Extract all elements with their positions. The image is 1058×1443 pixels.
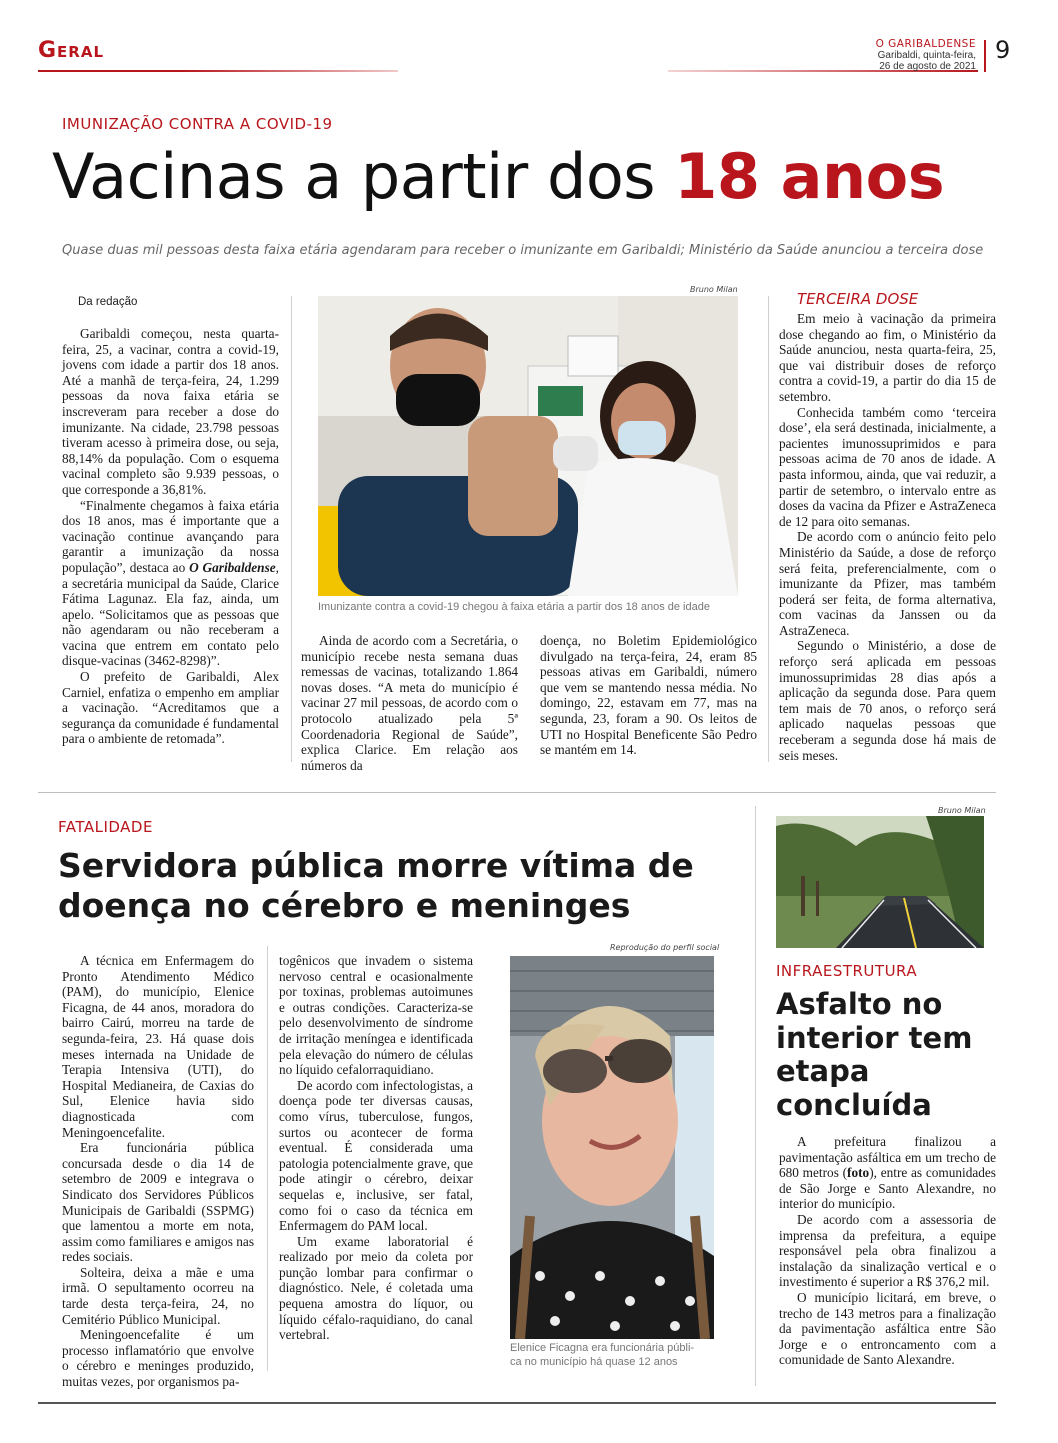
paragraph-text: “Finalmente chegamos à faixa etária dos 18 anos, mas é importante que a vacinação continue avançando para garantir a imunização da nossa população”, destaca ao <box>62 497 279 575</box>
paragraph: De acordo com infectologistas, a doença pode ter diversas causas, como vírus, tuberculose, fungos, surtos ou acontecer de forma eventual. É considerada uma patologia potencialmente grave, que pode atingir o cérebro, deixar sequelas e, inclusive, ser fatal, como foi o caso da técnica em Enfermagem do PAM local. <box>279 1077 473 1234</box>
page-bottom-rule <box>38 1402 996 1404</box>
paragraph <box>779 1134 996 1212</box>
story2-column-1 <box>62 953 254 1390</box>
main-headline <box>52 140 944 213</box>
paragraph <box>62 498 279 670</box>
paragraph: Garibaldi começou, nesta quarta-feira, 25, a vacinar, contra a covid-19, jovens com idade a partir dos 18 anos. Até a manhã de terça-feira, 24, 1.299 pessoas da nova faixa etária se inscreveram para receber a dose do imunizante. Na cidade, 23.798 pessoas tiveram acesso à primeira dose, ou seja, 88,14% da população. Com o esquema vacinal completo são 9.939 pessoas, o que corresponde a 36,81%. <box>62 326 279 497</box>
photo-caption-line: Elenice Ficagna era funcionária públi- <box>510 1342 695 1354</box>
newspaper-ref: O Garibaldense <box>189 559 276 575</box>
story3-kicker: INFRAESTRUTURA <box>776 962 918 980</box>
paragraph: Conhecida também como ‘terceira dose’, ela será destinada, inicialmente, a pacientes imunossuprimidos e para pessoas acima de 70 anos de idade. A pasta informou, ainda, que vai reduzir, a partir de setembro, o intervalo entre as doses da vacina da Pfizer e AstraZeneca de 12 para oito semanas. <box>779 404 996 529</box>
headline-line: Servidora pública morre vítima de <box>58 846 694 885</box>
sidebar-title: TERCEIRA DOSE <box>797 290 919 308</box>
sidebar-column <box>779 311 996 763</box>
page-number: 9 <box>995 36 1011 64</box>
road-illustration <box>776 816 984 948</box>
photo-credit: Bruno Milan <box>938 806 986 815</box>
paragraph: Ainda de acordo com a Secretária, o município recebe nesta semana duas remessas de vacinas, totalizando 1.864 novas doses. “A meta do município é vacinar 27 mil pessoas, de acordo com o protocolo atualizado pela 5ª Coordenadoria Regional de Saúde”, explica Clarice. Em relação aos números da <box>301 633 518 773</box>
story2-headline <box>58 846 694 926</box>
story1-column-3 <box>540 633 757 758</box>
photo-ref: foto <box>847 1165 870 1181</box>
column-rule <box>267 946 268 1371</box>
section-label: Geral <box>38 38 105 63</box>
date-line-2: 26 de agosto de 2021 <box>879 61 976 72</box>
paragraph-text: A prefeitura finalizou a pavimentação asfáltica em um trecho de 680 metros ( <box>779 1134 996 1181</box>
main-subhead: Quase duas mil pessoas desta faixa etária agendaram para receber o imunizante em Garibaldi; Ministério da Saúde anunciou a terceira dose <box>62 243 984 258</box>
story3-column <box>779 1134 996 1368</box>
story2-column-2 <box>279 953 473 1343</box>
header-rule-left <box>38 70 398 72</box>
vaccination-photo <box>318 296 738 596</box>
photo-caption-line: ca no município há quase 12 anos <box>510 1356 678 1368</box>
paragraph: A técnica em Enfermagem do Pronto Atendimento Médico (PAM), do município, Elenice Ficagna, de 44 anos, moradora do bairro Cairú, morreu na tarde de segunda-feira, 23. Há quase dois meses internada na Unidade de Terapia Intensiva (UTI), do Hospital Medianeira, de Caxias do Sul, Elenice havia sido diagnosticada com Meningoencefalite. <box>62 953 254 1140</box>
story1-column-1 <box>62 326 279 747</box>
headline-line: doença no cérebro e meninges <box>58 886 631 925</box>
column-rule <box>768 296 769 762</box>
paragraph: Segundo o Ministério, a dose de reforço será aplicada em pessoas imunossuprimidas 28 dias após a aplicação da segunda dose. Para quem tem mais de 70 anos, o reforço será aplicado naquelas pessoas que receberam a segunda dose há mais de seis meses. <box>779 638 996 763</box>
date-line-1: Garibaldi, quinta-feira, <box>877 50 976 61</box>
paragraph-text: , a secretária municipal da Saúde, Clarice Fátima Lagunaz. Ela faz, ainda, um apelo. “Solicitamos que as pessoas que não agendaram ou não receberam a vacina que entrem em contato pelo disque-vacinas (3462-8298)”. <box>62 559 279 669</box>
story1-column-2 <box>301 633 518 773</box>
story1-kicker: IMUNIZAÇÃO CONTRA A COVID-19 <box>62 115 333 133</box>
paragraph: Um exame laboratorial é realizado por meio da coleta por punção lombar para confirmar o diagnóstico. Nele, é coletada uma pequena amostra do líquor, ou líquido céfalo-raquidiano, do canal vertebral. <box>279 1233 473 1343</box>
paragraph: Solteira, deixa a mãe e uma irmã. O sepultamento ocorreu na tarde desta terça-feira, 24, no Cemitério Público Municipal. <box>62 1264 254 1327</box>
byline: Da redação <box>78 296 138 308</box>
section-divider <box>38 792 996 793</box>
paragraph: De acordo com a assessoria de imprensa da prefeitura, a equipe responsável pela obra finalizou a instalação da sinalização vertical e o investimento é superior a R$ 376,2 mil. <box>779 1211 996 1290</box>
paragraph: Meningoencefalite é um processo inflamatório que envolve o cérebro e meninges produzido, muitas vezes, por organismos pa- <box>62 1327 254 1390</box>
victim-photo <box>510 956 714 1339</box>
photo-credit: Reprodução do perfil social <box>610 943 720 952</box>
column-rule <box>755 806 756 1386</box>
photo-caption: Imunizante contra a covid-19 chegou à faixa etária a partir dos 18 anos de idade <box>318 601 710 613</box>
column-rule <box>291 296 292 762</box>
story2-kicker: FATALIDADE <box>58 818 153 836</box>
headline-highlight: 18 anos <box>674 140 945 213</box>
paragraph-text: ), entre as comunidades de São Jorge e Santo Alexandre, no interior do município. <box>779 1165 996 1212</box>
newspaper-name: O GARIBALDENSE <box>875 38 976 50</box>
paragraph: O prefeito de Garibaldi, Alex Carniel, enfatiza o empenho em ampliar a vacinação. “Acreditamos que a segurança da comunidade é fundamental para o ambiente de retomada”. <box>62 669 279 747</box>
headline-text: Vacinas a partir dos <box>52 140 656 213</box>
paragraph: Era funcionária pública concursada desde o dia 14 de setembro de 2009 e integrava o Sindicato dos Servidores Públicos Municipais de Garibaldi (SSPMG) que lamentou a morte em nota, assim como familiares e amigos nas redes sociais. <box>62 1140 254 1265</box>
paragraph: doença, no Boletim Epidemiológico divulgado na terça-feira, 24, eram 85 pessoas ativas em Garibaldi, número que vem se mantendo nessa média. No domingo, 22, estavam em 77, mas na segunda, 23, foram a 90. Os leitos de UTI no Hospital Beneficente São Pedro se mantém em 14. <box>540 633 757 758</box>
story3-headline: Asfalto no interior tem etapa concluída <box>776 987 973 1122</box>
paragraph: O município licitará, em breve, o trecho de 143 metros para a finalização da pavimentação asfáltica entre São Jorge e o entroncamento com a comunidade de Santo Alexandre. <box>779 1289 996 1368</box>
photo-credit: Bruno Milan <box>690 285 738 294</box>
paragraph: togênicos que invadem o sistema nervoso central e ocasionalmente por toxinas, problemas autoimunes e outras condições. Caracteriza-se pelo desenvolvimento de síndrome de irritação meníngea e identificada pela elevação do número de células no líquido cefalorraquidiano. <box>279 953 473 1078</box>
paragraph: De acordo com o anúncio feito pelo Ministério da Saúde, a dose de reforço será feita, preferencialmente, com o imunizante da Pfizer, mas também poderá ser feita, de forma alternativa, com vacinas da Janssen ou da AstraZeneca. <box>779 529 996 638</box>
header-divider <box>984 40 986 72</box>
road-photo <box>776 816 984 948</box>
vaccination-illustration <box>318 296 738 596</box>
portrait-illustration <box>510 956 714 1339</box>
paragraph: Em meio à vacinação da primeira dose chegando ao fim, o Ministério da Saúde anunciou, nesta quarta-feira, 25, que vai distribuir doses de reforço contra a covid-19, a partir do dia 15 de setembro. <box>779 311 996 404</box>
